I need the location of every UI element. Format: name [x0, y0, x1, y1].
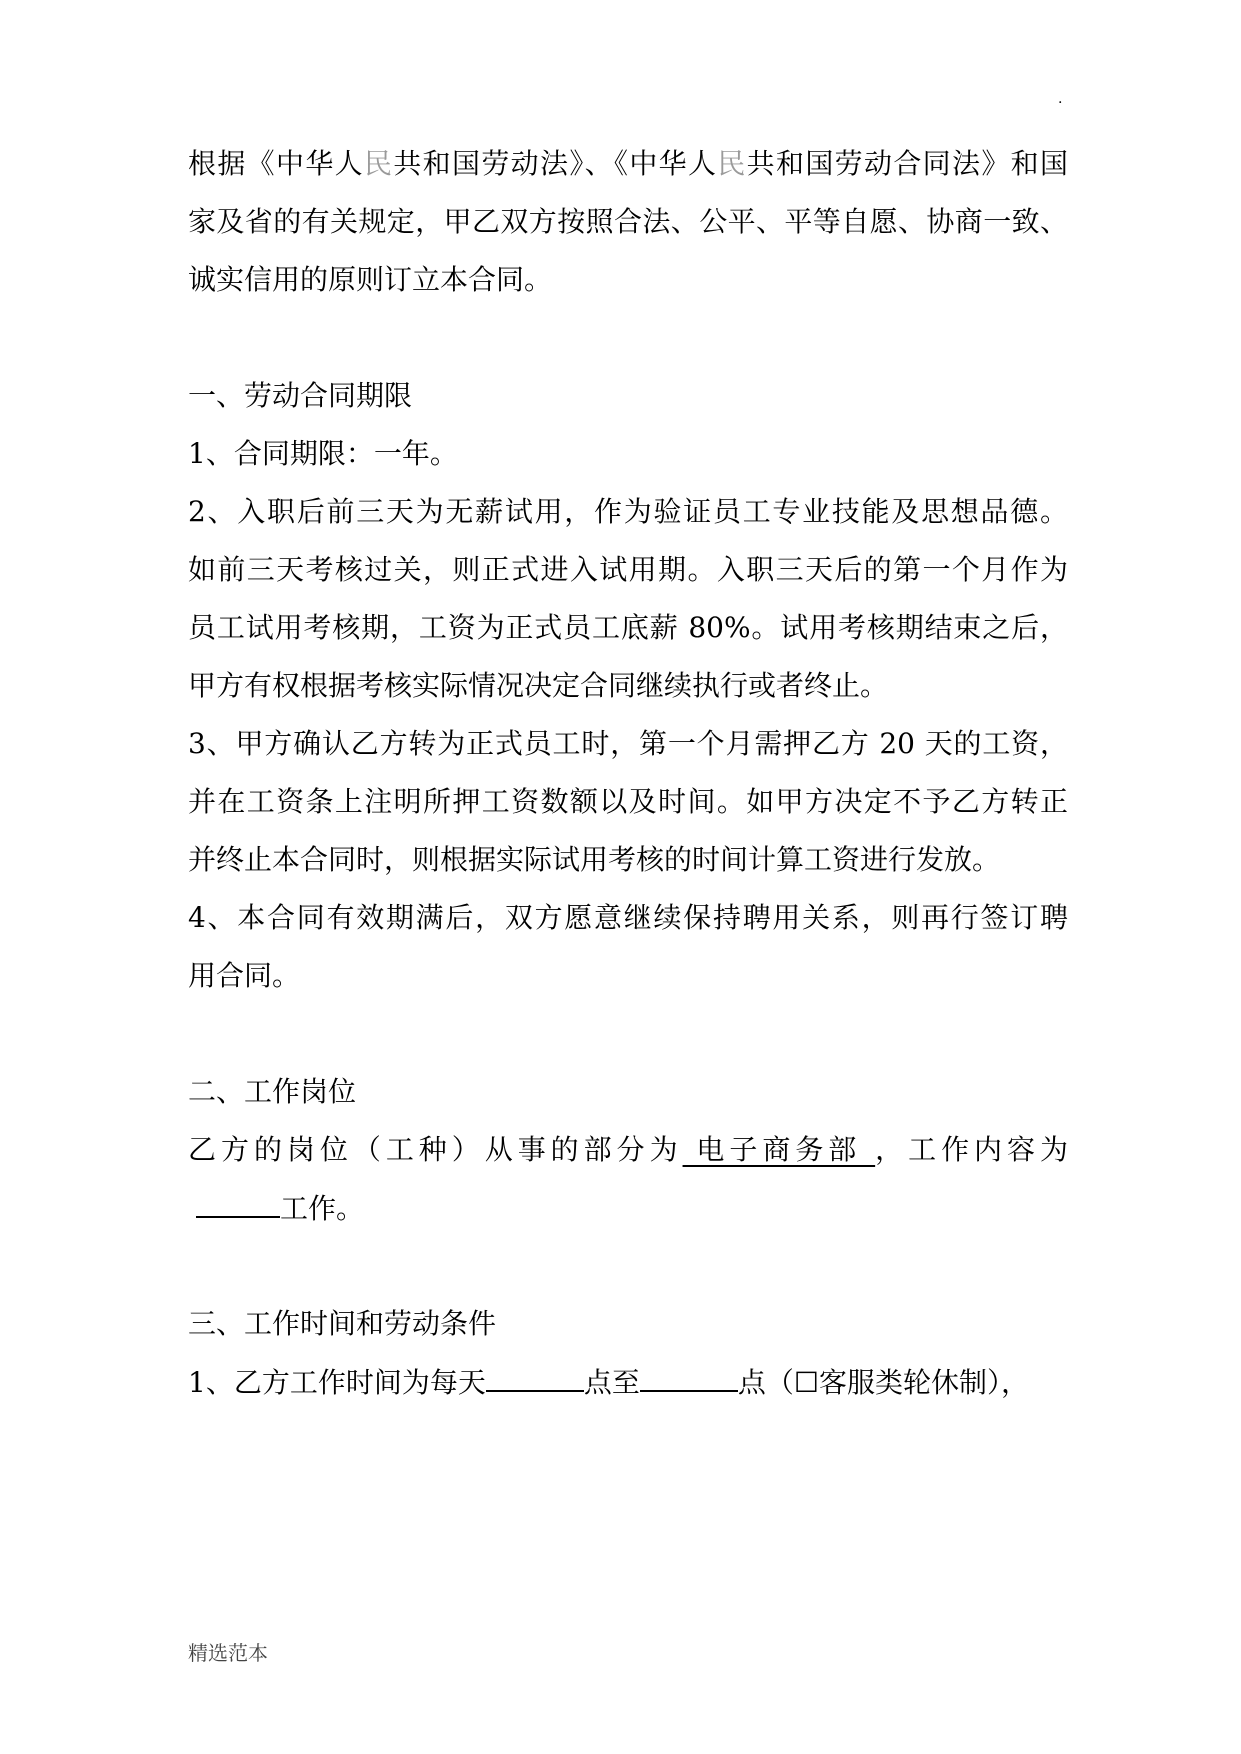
end-time-blank	[640, 1362, 738, 1392]
section-3-heading: 三、工作时间和劳动条件	[188, 1307, 497, 1340]
department-field: 电子商务部	[682, 1133, 876, 1166]
section-1-item-4-line-2: 用合同。	[188, 959, 301, 992]
section-1-item-2-line-1: 2、入职后前三天为无薪试用，作为验证员工专业技能及思想品德。	[188, 495, 1068, 528]
section-1-item-4-line-1: 4、本合同有效期满后，双方愿意继续保持聘用关系，则再行签订聘	[188, 901, 1068, 934]
job-content-blank	[196, 1188, 280, 1218]
footer-label: 精选范本	[188, 1641, 268, 1665]
gray-char: 民	[717, 147, 747, 180]
section-1-item-3-line-1: 3、甲方确认乙方转为正式员工时，第一个月需押乙方 20 天的工资，	[188, 727, 1068, 760]
section-1-item-3-line-2: 并在工资条上注明所押工资数额以及时间。如甲方决定不予乙方转正	[188, 785, 1068, 818]
section-2-line-1: 乙方的岗位（工种）从事的部分为 电子商务部 ，工作内容为	[188, 1133, 1068, 1166]
gray-char: 民	[364, 147, 394, 180]
start-time-blank	[486, 1362, 584, 1392]
intro-line-2: 家及省的有关规定，甲乙双方按照合法、公平、平等自愿、协商一致、	[188, 205, 1068, 238]
section-2-heading: 二、工作岗位	[188, 1075, 357, 1108]
section-1-heading: 一、劳动合同期限	[188, 379, 413, 412]
section-1-item-1: 1、合同期限：一年。	[188, 437, 458, 470]
intro-line-1: 根据《中华人民共和国劳动法》、《中华人民共和国劳动合同法》和国	[188, 147, 1068, 180]
intro-line-3: 诚实信用的原则订立本合同。	[188, 263, 553, 296]
corner-mark: .	[1058, 91, 1063, 107]
section-1-item-2-line-4: 甲方有权根据考核实际情况决定合同继续执行或者终止。	[188, 669, 889, 702]
section-1-item-2-line-3: 员工试用考核期，工资为正式员工底薪 80%。试用考核期结束之后，	[188, 611, 1068, 644]
section-1-item-2-line-2: 如前三天考核过关，则正式进入试用期。入职三天后的第一个月作为	[188, 553, 1068, 586]
section-3-item-1: 1、乙方工作时间为每天 点至 点（☐客服类轮休制），	[188, 1362, 1068, 1403]
section-2-line-2: 工作。	[196, 1188, 1076, 1229]
section-1-item-3-line-3: 并终止本合同时，则根据实际试用考核的时间计算工资进行发放。	[188, 843, 1001, 876]
